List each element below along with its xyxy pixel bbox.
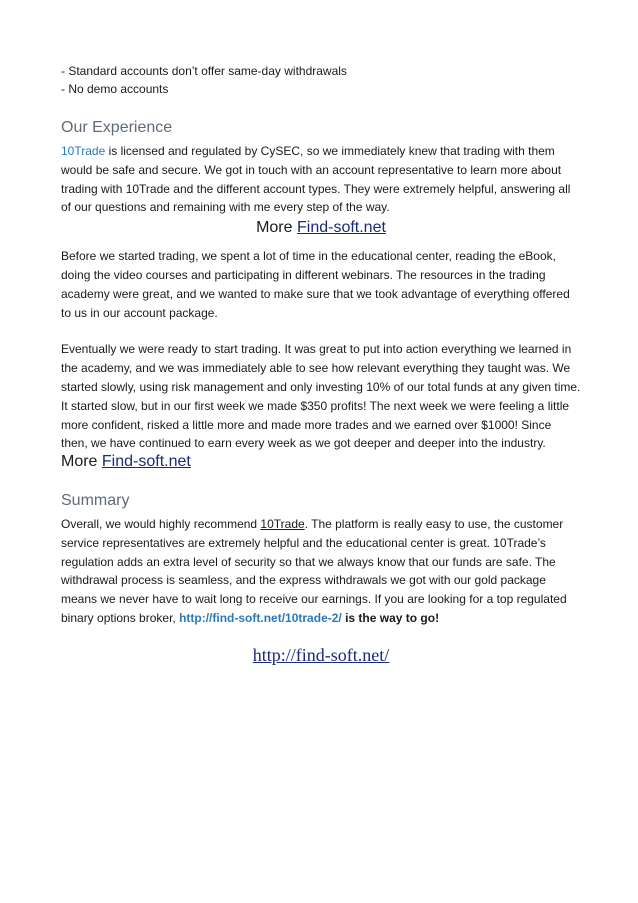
find-soft-link[interactable]: Find-soft.net bbox=[296, 219, 386, 237]
cons-item: - No demo accounts bbox=[61, 82, 169, 96]
experience-paragraph-3 bbox=[61, 340, 581, 472]
brand-link[interactable]: 10Trade bbox=[260, 516, 305, 531]
footer-url-link[interactable]: http://find-soft.net/ bbox=[252, 644, 390, 665]
more-link-line bbox=[61, 218, 581, 238]
brand-link[interactable]: 10Trade bbox=[61, 144, 106, 158]
more-prefix: More bbox=[61, 453, 102, 471]
find-soft-link[interactable]: Find-soft.net bbox=[101, 453, 191, 471]
experience-heading: Our Experience bbox=[61, 119, 173, 136]
experience-paragraph-1 bbox=[61, 142, 581, 217]
summary-paragraph bbox=[61, 515, 581, 628]
more-prefix: More bbox=[256, 219, 297, 237]
summary-intro: Overall, we would highly recommend bbox=[61, 516, 261, 531]
summary-body: . The platform is really easy to use, the customer service representatives are extremely helpful and the educational center is great. 10Trade’s regulation adds an extra level of security so that we always know that our funds are safe. The withdrawal process is seamless, and the express withdrawals we got with our gold package means we never have to wait long to receive our earnings. If you are looking for a top regulated binary options broker, bbox=[61, 516, 567, 625]
experience-paragraph-3-text: Eventually we were ready to start trading. It was great to put into action everything we learned in the academy, and we was immediately able to see how relevant everything they taught was. We started slowly, using risk management and only investing 10% of our total funds at any given time. It started slow, but in our first week we made $350 profits! The next week we were feeling a little more confident, risked a little more and made more trades and we earned over $1000! Since then, we have continued to earn every week as we got deeper and deeper into the industry. bbox=[61, 342, 581, 451]
cons-item: - Standard accounts don’t offer same-day withdrawals bbox=[61, 64, 347, 78]
experience-paragraph-1-text: is licensed and regulated by CySEC, so we immediately knew that trading with them would be safe and secure. We got in touch with an account representative to learn more about trading with 10Trade and the different account types. They were extremely helpful, answering all of our questions and remaining with me every step of the way. bbox=[61, 144, 571, 215]
document-page bbox=[61, 58, 581, 666]
experience-paragraph-2: Before we started trading, we spent a lot of time in the educational center, reading the eBook, doing the video courses and participating in different webinars. The resources in the trading academy were great, and we wanted to make sure that we took advantage of everything offered to us in our account package. bbox=[61, 249, 570, 320]
summary-outro: is the way to go! bbox=[341, 610, 440, 625]
summary-heading: Summary bbox=[61, 491, 130, 509]
trade-review-link[interactable]: http://find-soft.net/10trade-2/ bbox=[179, 610, 342, 625]
